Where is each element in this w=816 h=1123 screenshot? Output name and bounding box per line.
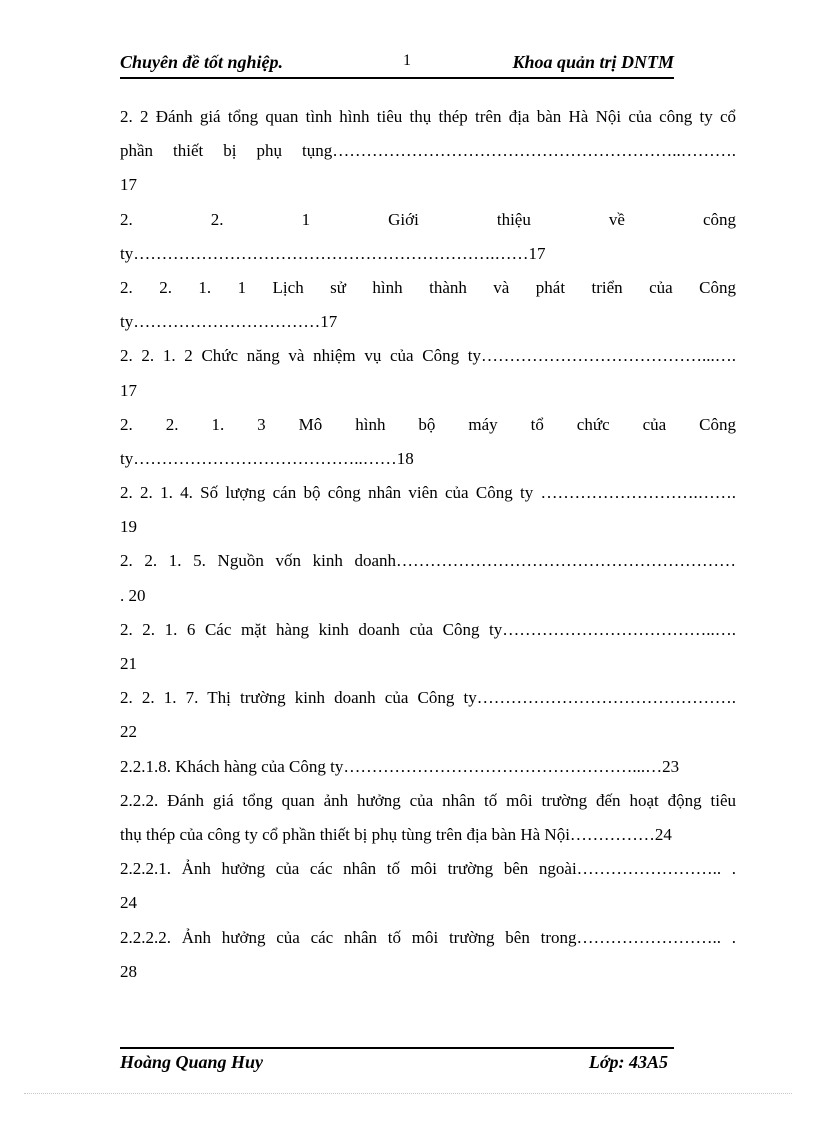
toc-line: 2. 2. 1. 1 Lịch sử hình thành và phát triển của Công (120, 277, 736, 297)
toc-line: 2. 2. 1. 7. Thị trường kinh doanh của Công ty………………………………………. (120, 688, 736, 708)
toc-line: 28 (120, 961, 137, 981)
toc-line: 2.2.2.2. Ảnh hưởng của các nhân tố môi trường bên trong…………………….. . (120, 927, 736, 947)
page-header (120, 52, 674, 78)
header-faculty: Khoa quản trị DNTM (512, 52, 674, 72)
toc-line: 2. 2. 1. 5. Nguồn vốn kinh doanh…………………………………………………… (120, 551, 736, 571)
toc-line: ty…………………………………..……18 (120, 448, 414, 468)
footer-class: Lớp: 43A5 (588, 1052, 668, 1072)
table-of-contents (120, 100, 736, 989)
toc-line: 21 (120, 654, 137, 673)
toc-line: 17 (120, 380, 137, 400)
toc-line: 2.2.2. Đánh giá tổng quan ảnh hưởng của nhân tố môi trường đến hoạt động tiêu (120, 790, 736, 810)
toc-line: 2. 2. 1. 6 Các mặt hàng kinh doanh của Công ty………………………………..…. (120, 619, 736, 639)
toc-line: 17 (120, 175, 137, 195)
page-number: 1 (403, 52, 411, 69)
toc-line: 2. 2. 1. 4. Số lượng cán bộ công nhân viên của Công ty ……………………….……. (120, 483, 736, 503)
header-title: Chuyên đề tốt nghiệp. (120, 52, 284, 72)
toc-line: 19 (120, 517, 137, 537)
toc-line: 2.2.2.1. Ảnh hưởng của các nhân tố môi trường bên ngoài…………………….. . (120, 859, 736, 879)
toc-line: 2. 2. 1 Giới thiệu về công (120, 209, 736, 229)
toc-line: 2. 2. 1. 2 Chức năng và nhiệm vụ của Công ty…………………………………...…. (120, 346, 736, 366)
toc-line: ty……………………………17 (120, 312, 338, 332)
footer-rule (120, 1047, 674, 1049)
toc-line: 24 (120, 893, 137, 913)
toc-line: 2. 2. 1. 3 Mô hình bộ máy tổ chức của Công (120, 414, 736, 434)
toc-line: thụ thép của công ty cổ phần thiết bị phụ tùng trên địa bàn Hà Nội……………24 (120, 824, 672, 844)
page-edge (24, 1093, 792, 1094)
toc-line: 22 (120, 722, 137, 742)
toc-line: 2. 2 Đánh giá tổng quan tình hình tiêu thụ thép trên địa bàn Hà Nội của công ty cổ (120, 107, 736, 126)
toc-line: phần thiết bị phụ tụng……………………………………………………..………. (120, 141, 736, 161)
footer-author: Hoàng Quang Huy (120, 1052, 264, 1072)
page-footer (120, 1052, 674, 1078)
header-rule (120, 77, 674, 79)
toc-line: ty……………………………………………………….……17 (120, 243, 546, 263)
toc-line: 2.2.1.8. Khách hàng của Công ty……………………………………………...…23 (120, 756, 680, 776)
toc-line: . 20 (120, 585, 146, 605)
